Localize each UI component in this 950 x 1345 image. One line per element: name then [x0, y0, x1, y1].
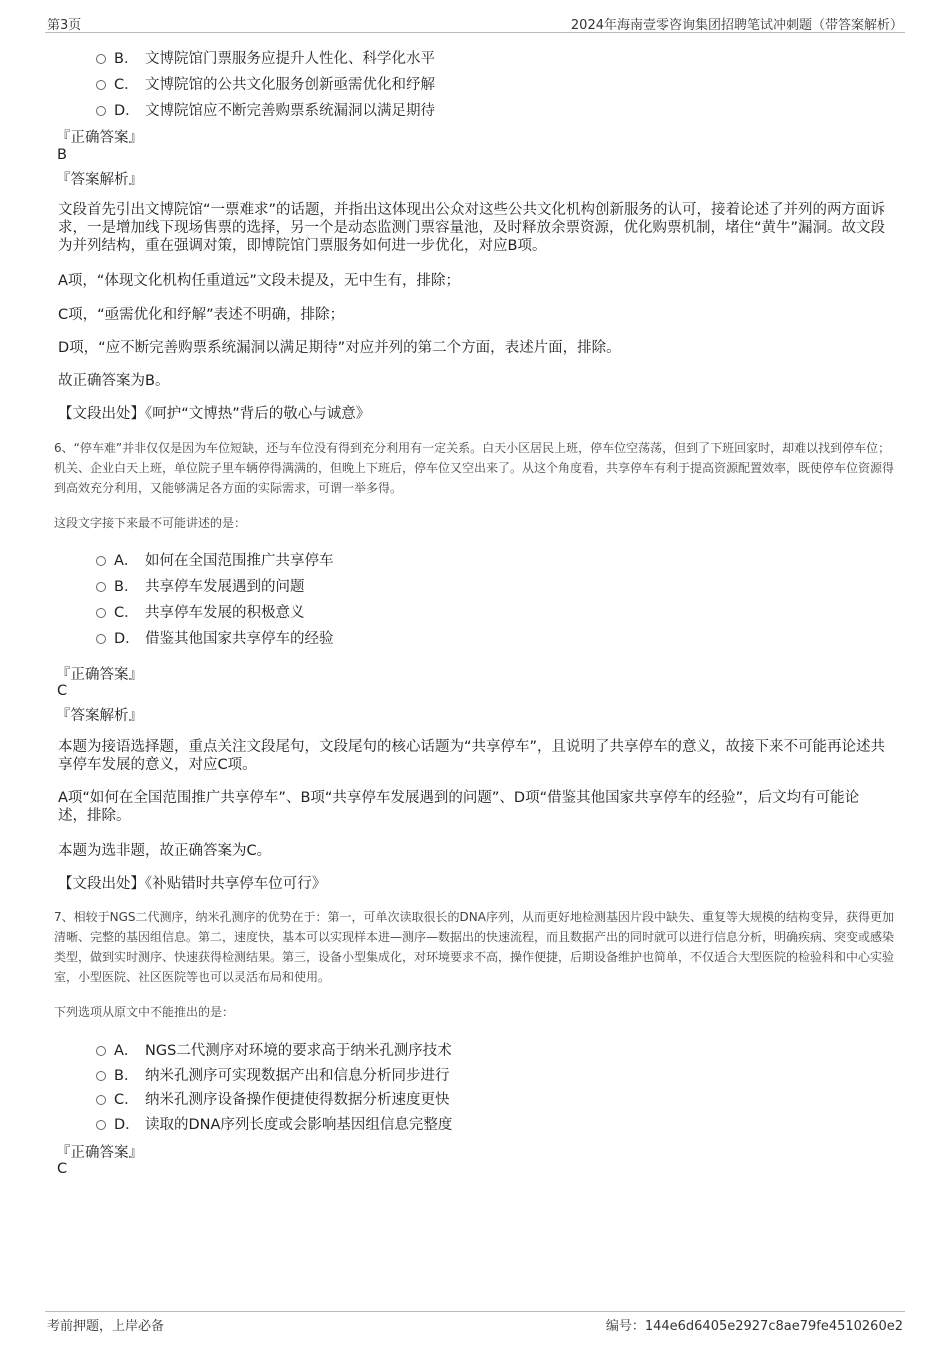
q6-stem: 6、“停车难”并非仅仅是因为车位短缺，还与车位没有得到充分利用有一定关系。白天小区居民上班，停车位空荡荡，但到了下班回家时，却难以找到停车位；机关、企业白天上班，单位院子里车辆停得满满的，但晚上下班后，停车位又空出来了。从这个角度看，共享停车有利于提高资源配置效率，既使停车位资源得到高效充分利用，又能够满足各方面的实际需求，可谓一举多得。 [54, 441, 895, 495]
radio-icon[interactable] [96, 608, 106, 618]
q5-analysis-d: D项，“应不断完善购票系统漏洞以满足期待”对应并列的第二个方面，表述片面，排除。 [58, 340, 621, 356]
radio-icon[interactable] [96, 1046, 106, 1056]
q6-conclusion: 本题为选非题，故正确答案为C。 [58, 843, 272, 859]
radio-icon[interactable] [96, 1071, 106, 1081]
q7-question: 下列选项从原文中不能推出的是： [54, 1005, 235, 1019]
page-footer [45, 1311, 905, 1334]
q6-question: 这段文字接下来最不可能讲述的是： [54, 516, 247, 530]
q5-analysis-label: 『答案解析』 [56, 172, 143, 188]
q6-analysis-others: A项“如何在全国范围推广共享停车”、B项“共享停车发展遇到的问题”、D项“借鉴其他国家共享停车的经验”，后文均有可能论述，排除。 [58, 790, 860, 824]
radio-icon[interactable] [96, 1120, 106, 1130]
q5-source: 【文段出处】《呵护“文博热”背后的敬心与诚意》 [58, 406, 371, 422]
q6-answer-label: 『正确答案』 [56, 667, 143, 683]
radio-icon[interactable] [96, 556, 106, 566]
q5-analysis-main: 文段首先引出文博院馆“一票难求”的话题，并指出这体现出公众对这些公共文化机构创新服务的认可，接着论述了并列的两方面诉求，一是增加线下现场售票的选择，另一个是动态监测门票容量池，及时释放余票资源，优化购票机制，堵住“黄牛”漏洞。故文段为并列结构，重在强调对策，即博院馆门票服务如何进一步优化，对应B项。 [58, 202, 886, 254]
radio-icon[interactable] [96, 54, 106, 64]
q5-analysis-c: C项，“亟需优化和纾解”表述不明确，排除； [58, 307, 345, 323]
q7-stem: 7、相较于NGS二代测序，纳米孔测序的优势在于：第一，可单次读取很长的DNA序列，从而更好地检测基因片段中缺失、重复等大规模的结构变异，获得更加清晰、完整的基因组信息。第二，速度快，基本可以实现样本进—测序—数据出的快速流程，而且数据产出的同时就可以进行信息分析，明确疾病、突变或感染类型，做到实时测序、快速获得检测结果。第三，设备小型集成化，对环境要求不高，操作便捷，后期设备维护也简单，不仅适合大型医院的检验科和中心实验室，小型医院、社区医院等也可以灵活布局和使用。 [54, 910, 895, 984]
page-number: 第3页 [47, 18, 82, 33]
radio-icon[interactable] [96, 80, 106, 90]
q5-analysis-a: A项，“体现文化机构任重道远”文段未提及，无中生有，排除； [58, 273, 460, 289]
page-header [45, 14, 905, 33]
document-id: 编号：144e6d6405e2927c8ae79fe4510260e2 [605, 1319, 903, 1334]
radio-icon[interactable] [96, 582, 106, 592]
q7-answer-label: 『正确答案』 [56, 1145, 143, 1161]
footer-slogan: 考前押题，上岸必备 [47, 1319, 165, 1334]
radio-icon[interactable] [96, 634, 106, 644]
q5-answer-label: 『正确答案』 [56, 130, 143, 146]
q6-source: 【文段出处】《补贴错时共享停车位可行》 [58, 876, 327, 892]
radio-icon[interactable] [96, 1095, 106, 1105]
radio-icon[interactable] [96, 106, 106, 116]
q7-answer: C [57, 1161, 68, 1177]
q6-answer: C [57, 683, 68, 699]
document-title: 2024年海南壹零咨询集团招聘笔试冲刺题（带答案解析） [570, 18, 903, 33]
q5-answer: B [57, 147, 67, 163]
q6-analysis-main: 本题为接语选择题，重点关注文段尾句，文段尾句的核心话题为“共享停车”，且说明了共享停车的意义，故接下来不可能再论述共享停车发展的意义，对应C项。 [58, 739, 886, 773]
q5-conclusion: 故正确答案为B。 [58, 373, 170, 389]
q6-analysis-label: 『答案解析』 [56, 708, 143, 724]
